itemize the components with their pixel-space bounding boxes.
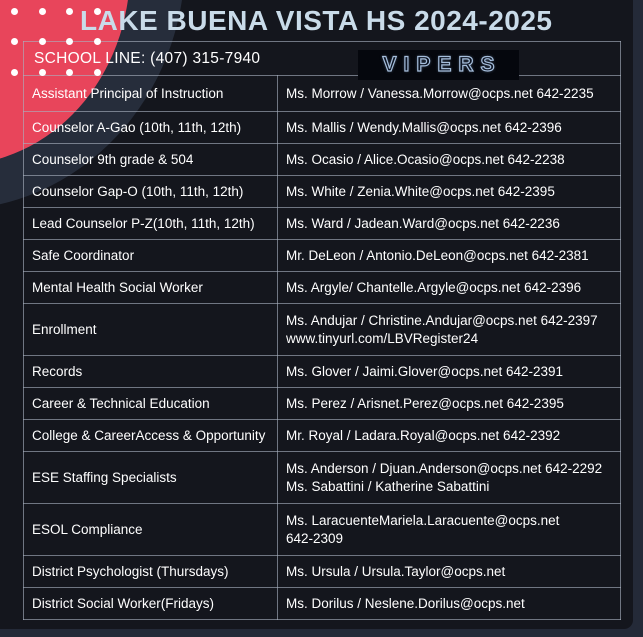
table-row	[24, 388, 621, 420]
contact-line: Mr. DeLeon / Antonio.DeLeon@ocps.net 642-2381	[286, 247, 589, 263]
dot	[11, 69, 18, 76]
contact-line: Ms. Ward / Jadean.Ward@ocps.net 642-2236	[286, 215, 560, 231]
contact-line: Ms. Perez / Arisnet.Perez@ocps.net 642-2395	[286, 395, 564, 411]
table-row	[24, 240, 621, 272]
contact-cell	[278, 208, 621, 240]
role-cell: ESE Staffing Specialists	[24, 452, 278, 504]
dot	[11, 38, 18, 45]
contact-cell	[278, 504, 621, 556]
contact-line: Ms. Andujar / Christine.Andujar@ocps.net 642-2397	[286, 312, 598, 328]
table-row	[24, 304, 621, 356]
contact-line: Ms. Anderson / Djuan.Anderson@ocps.net 642-2292	[286, 460, 603, 476]
contact-cell	[278, 76, 621, 112]
contact-cell	[278, 272, 621, 304]
contact-line: 642-2309	[286, 530, 344, 546]
role-cell: District Social Worker(Fridays)	[24, 588, 278, 620]
dot	[11, 8, 18, 15]
dot	[39, 38, 46, 45]
table-row	[24, 356, 621, 388]
contact-line: Ms. Morrow / Vanessa.Morrow@ocps.net 642-2235	[286, 85, 594, 101]
contact-line: Ms. Ursula / Ursula.Taylor@ocps.net	[286, 563, 506, 579]
contact-line: www.tinyurl.com/LBVRegister24	[286, 330, 479, 346]
contact-cell	[278, 112, 621, 144]
role-cell: College & CareerAccess & Opportunity	[24, 420, 278, 452]
contact-line: Ms. LaracuenteMariela.Laracuente@ocps.net	[286, 512, 560, 528]
contact-cell	[278, 144, 621, 176]
dot	[66, 8, 73, 15]
role-cell: Mental Health Social Worker	[24, 272, 278, 304]
table-row	[24, 176, 621, 208]
contact-line: Ms. Dorilus / Neslene.Dorilus@ocps.net	[286, 595, 525, 611]
table-row	[24, 504, 621, 556]
contact-cell	[278, 388, 621, 420]
role-cell: District Psychologist (Thursdays)	[24, 556, 278, 588]
vipers-logo-text: VIPERS	[382, 53, 502, 76]
contact-cell	[278, 588, 621, 620]
dot	[39, 8, 46, 15]
contact-line: Ms. Mallis / Wendy.Mallis@ocps.net 642-2396	[286, 119, 562, 135]
role-cell: Assistant Principal of Instruction	[24, 76, 278, 112]
contact-line: Ms. Glover / Jaimi.Glover@ocps.net 642-2391	[286, 363, 564, 379]
contact-cell	[278, 556, 621, 588]
role-cell: Counselor 9th grade & 504	[24, 144, 278, 176]
role-cell: Enrollment	[24, 304, 278, 356]
contact-line: Ms. Ocasio / Alice.Ocasio@ocps.net 642-2238	[286, 151, 565, 167]
school-line-label: SCHOOL LINE: (407) 315-7940	[34, 49, 261, 67]
page-title: LAKE BUENA VISTA HS 2024-2025	[80, 5, 553, 36]
contact-cell	[278, 420, 621, 452]
role-cell: Records	[24, 356, 278, 388]
contact-cell	[278, 356, 621, 388]
role-cell: Lead Counselor P-Z(10th, 11th, 12th)	[24, 208, 278, 240]
contact-table	[23, 41, 621, 620]
table-row	[24, 452, 621, 504]
contact-line: Ms. Argyle/ Chantelle.Argyle@ocps.net 642-2396	[286, 279, 582, 295]
role-cell: Counselor Gap-O (10th, 11th, 12th)	[24, 176, 278, 208]
dot	[39, 69, 46, 76]
table-row	[24, 588, 621, 620]
contact-line: Ms. White / Zenia.White@ocps.net 642-2395	[286, 183, 555, 199]
dot	[94, 69, 101, 76]
dot	[94, 38, 101, 45]
dot	[66, 69, 73, 76]
role-cell: Career & Technical Education	[24, 388, 278, 420]
contact-cell	[278, 304, 621, 356]
table-row	[24, 420, 621, 452]
table-row	[24, 208, 621, 240]
vipers-logo	[358, 50, 519, 80]
table-row	[24, 556, 621, 588]
role-cell: Safe Coordinator	[24, 240, 278, 272]
contact-line: Mr. Royal / Ladara.Royal@ocps.net 642-2392	[286, 427, 561, 443]
contact-cell	[278, 176, 621, 208]
table-row	[24, 144, 621, 176]
role-cell: Counselor A-Gao (10th, 11th, 12th)	[24, 112, 278, 144]
table-row	[24, 112, 621, 144]
dot	[66, 38, 73, 45]
contact-line: Ms. Sabattini / Katherine Sabattini	[286, 478, 490, 494]
contact-cell	[278, 452, 621, 504]
role-cell: ESOL Compliance	[24, 504, 278, 556]
table-row	[24, 272, 621, 304]
contact-cell	[278, 240, 621, 272]
